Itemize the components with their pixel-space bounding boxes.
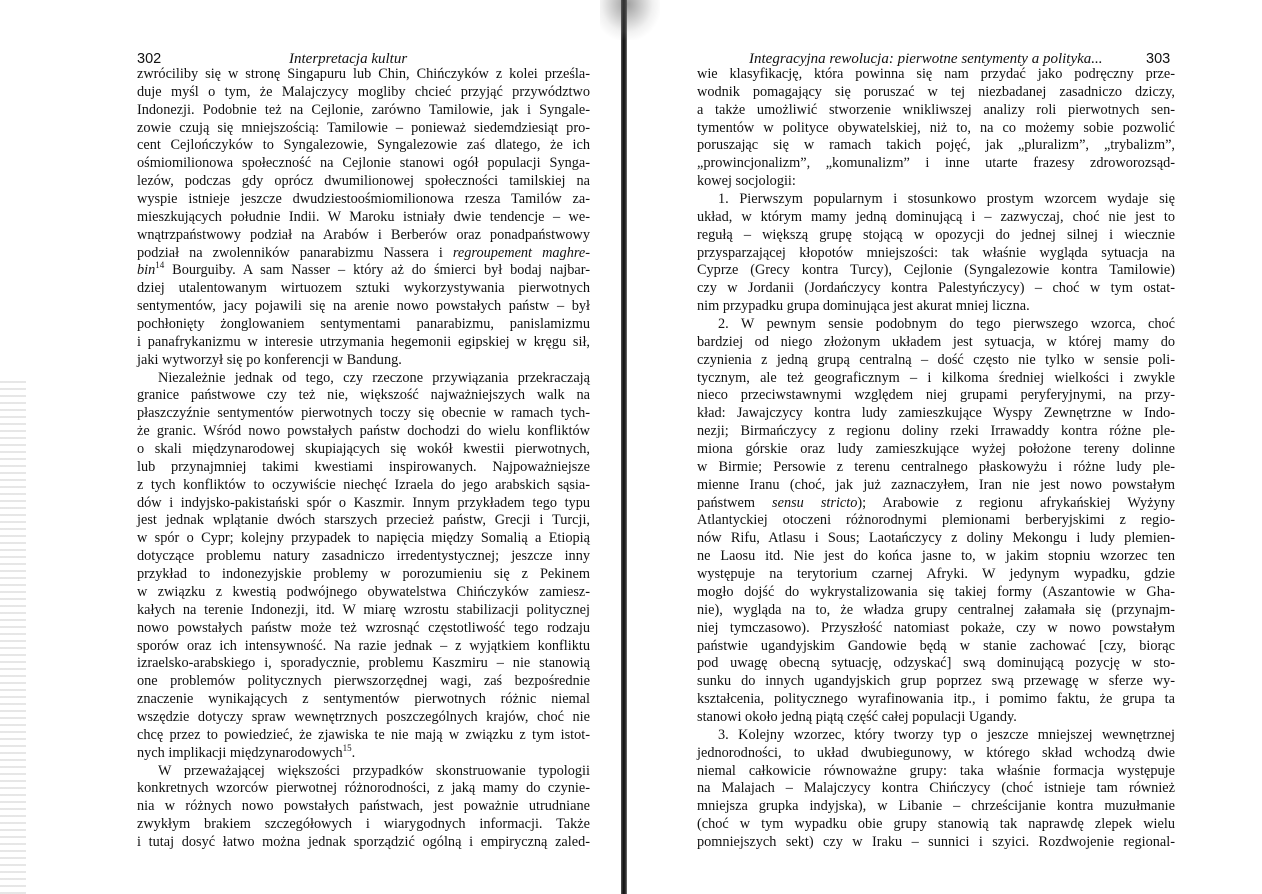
text-line: o skali międzynarodowej skupiających się wokół kwestii pierwotnych, <box>137 441 590 458</box>
italic-text: bin <box>137 262 156 279</box>
text-line: ne Laosu itd. Nie jest do końca jasne to, w jakim stopniu wzorzec ten <box>697 548 1175 565</box>
text-line: Atlantyckiej otoczeni różnorodnymi plemionami berberyjskimi z regio- <box>697 512 1175 529</box>
text-line: mienne Iranu (choć, jak już zaznaczyłem, Iran nie jest nowo powstałym <box>697 476 1175 493</box>
text-line: niemal całkowicie równoważne grupy: taka właśnie formacja występuje <box>697 762 1175 779</box>
text-line: występuje na terytorium czarnej Afryki. W jedynym wypadku, gdzie <box>697 566 1175 583</box>
text-line: dotyczące problemu natury zasadniczo irredentystycznej; jeszcze inny <box>137 548 590 565</box>
text-line: lub przynajmniej takimi kwestiami inspirowanych. Najpoważniejsze <box>137 458 590 475</box>
text-line: a także umożliwić stworzenie wnikliwszej analizy roli pierwotnych sen- <box>697 101 1175 118</box>
text-line: mniejsza grupka indyjska), w Libanie – chrześcijanie kontra muzułmanie <box>697 798 1175 815</box>
text-run: . <box>351 744 356 761</box>
text-line: układ, w którym mamy jedną dominującą i – zazwyczaj, choć nie jest to <box>697 208 1175 225</box>
text-line: bardziej od niego złożonym układem jest sytuacja, w której mamy do <box>697 333 1175 350</box>
text-line: W przeważającej większości przypadków skonstruowanie typologii <box>158 762 590 779</box>
text-line: państwie ugandyjskim Gandowie będą w stanie zachować [czy, biorąc <box>697 637 1175 654</box>
text-line <box>137 245 590 263</box>
text-line: nia w różnych nowo powstałych państwach, jest poważnie utrudniane <box>137 798 590 815</box>
paragraph <box>137 370 590 763</box>
italic-text: sensu stricto <box>772 494 858 511</box>
text-line: niej tymczasowo). Przyszłość natomiast pokaże, czy w nowo powstałym <box>697 619 1175 636</box>
text-line: wodnik pomagający się poruszać w tej niezbadanej zasadniczo dziczy, <box>697 83 1175 100</box>
text-line: płaszczyźnie sentymentów pierwotnych toczy się obecnie w ramach tych- <box>137 405 590 422</box>
text-line: nie), wygląda na to, że władza grupy centralnej załamała się (przynajm- <box>697 601 1175 618</box>
text-line: „prowincjonalizm”, „komunalizm” i inne utarte frazesy zdroworozsąd- <box>697 155 1175 172</box>
text-line: przysparzającej kłopotów mniejszości: tak właśnie wygląda sytuacja na <box>697 244 1175 261</box>
running-title: Interpretacja kultur <box>289 51 408 67</box>
text-line: 1. Pierwszym popularnym i stosunkowo prostym wzorcem wydaje się <box>718 191 1175 208</box>
text-line: znaczenie wynikających z sentymentów pierwotnych różnic niemal <box>137 691 590 708</box>
text-line: na Malajach – Malajczycy kontra Chińczycy (choć istnieje tam również <box>697 780 1175 797</box>
book-gutter <box>621 0 627 894</box>
text-line: granice państwowe czy też nie, większość najważniejszych walk na <box>137 387 590 404</box>
text-line: przykład to indonezyjskie problemy w porozumieniu się z Pekinem <box>137 566 590 583</box>
running-title: Integracyjna rewolucja: pierwotne sentymenty a polityka... <box>749 51 1103 67</box>
text-line: jest jednak wplątanie dwóch starszych przecież państw, Grecji i Turcji, <box>137 512 590 529</box>
text-line: ośmiomilionowa społeczność na Cejlonie stanowi ogół populacji Synga- <box>137 155 590 172</box>
text-line: w Birmie; Persowie z terenu centralnego płaskowyżu i różne ludy ple- <box>697 458 1175 475</box>
text-line: zowie czują się mniejszością: Tamilowie – ponieważ siedemdziesiąt pro- <box>137 119 590 136</box>
text-line: czynienia z jedną grupą centralną – dość często nie tylko w sensie poli- <box>697 351 1175 368</box>
paragraph <box>697 191 1175 316</box>
text-line: nowo powstałych państw może też wzrosnąć częstotliwość tego rodzaju <box>137 619 590 636</box>
text-line: Niezależnie jednak od tego, czy rzeczone przywiązania przekraczają <box>158 369 590 386</box>
text-line: kład: Jawajczycy kontra ludy zamieszkujące Wyspy Zewnętrzne w Indo- <box>697 405 1175 422</box>
text-line: jaki wytworzył się po konferencji w Bandung. <box>137 351 402 368</box>
text-line: i panafrykanizmu w interesie utrzymania hegemonii egipskiej w kręgu sił, <box>137 333 590 350</box>
text-line: Cyprze (Grecy kontra Turcy), Cejlonie (Syngalezowie kontra Tamilowie) <box>697 262 1175 279</box>
text-line: 3. Kolejny wzorzec, który tworzy typ o jeszcze mniejszej wewnętrznej <box>718 726 1175 743</box>
text-line: dziej utalentowanym wirtuozem sztuki wykorzystywania pierwotnych <box>137 280 590 297</box>
text-line: 2. W pewnym sensie podobnym do tego pierwszego wzorca, choć <box>718 316 1175 333</box>
left-page <box>0 0 622 894</box>
text-run: podział na zwolenników panarabizmu Nassera i <box>137 244 453 261</box>
text-line: one problemów politycznych pierwszorzędnej wagi, zaś bezpośrednie <box>137 673 590 690</box>
text-line: jednorodności, to układ dwubiegunowy, w którego skład wchodzą dwie <box>697 744 1175 761</box>
text-line: zwróciliby się w stronę Singapuru lub Chin, Chińczyków z kolei prześla- <box>137 66 590 82</box>
paragraph <box>697 727 1175 852</box>
italic-text: regroupement maghre- <box>452 244 590 261</box>
text-line: izraelsko-arabskiego i, sporadycznie, problemu Kaszmiru – nie stanowią <box>137 655 590 672</box>
text-line: pomniejszych sekt) czy w Iraku – sunnici i szyici. Rozdwojenie regional- <box>697 833 1175 850</box>
footnote-reference: 15 <box>342 742 352 753</box>
text-line: z tych konfliktów to oczywiście niechęć Izraela do jego arabskich sąsia- <box>137 476 590 493</box>
text-line: zwykłym brakiem szczegółowych i wiarygodnych informacji. Także <box>137 816 590 833</box>
text-line: wyspie istnieje jeszcze dwudziestoośmiomilionowa rzesza Tamilów za- <box>137 191 590 208</box>
text-line <box>137 742 590 763</box>
text-line: wnątrzpaństwowy podział na Arabów i Berberów oraz ponadpaństwowy <box>137 226 590 243</box>
text-line: w związku z kwestią podwójnego obywatelstwa Chińczyków zamiesz- <box>137 583 590 600</box>
text-line: kowej socjologii: <box>697 173 796 190</box>
text-line: poruszając się w ramach takich pojęć, jak „pluralizm”, „trybalizm”, <box>697 137 1175 154</box>
text-line: nezji; Birmańczycy z regionu doliny rzeki Irrawaddy kontra różne ple- <box>697 423 1175 440</box>
page-number: 302 <box>137 51 162 67</box>
text-line: i tutaj dosyć łatwo można jednak sporządzić ogólną i empiryczną zaled- <box>137 833 590 850</box>
text-line: nieco przeciwstawnymi względem niej grupami peryferyjnymi, na przy- <box>697 387 1175 404</box>
footnote-reference: 14 <box>155 260 165 271</box>
text-line: że granic. Wśród nowo powstałych państw dochodzi do wielu konfliktów <box>137 423 590 440</box>
text-line: mieszkujących południe Indii. W Maroku istniały dwie tendencje – we- <box>137 208 590 225</box>
text-line: lezów, podczas gdy oprócz dwumilionowej społeczności tamilskiej na <box>137 173 590 190</box>
page-body <box>137 66 590 852</box>
text-line: nów Rifu, Atlasu i Sous; Laotańczycy z doliny Mekongu i ludy plemien- <box>697 530 1175 547</box>
text-line: (choć w tym wypadku obie grupy stanowią tak naprawdę zlepek wielu <box>697 816 1175 833</box>
paragraph <box>137 763 590 852</box>
text-line: miona górskie oraz ludy zamieszkujące wyżej położone tereny dolinne <box>697 441 1175 458</box>
text-line: duje myśl o tym, że Malajczycy mogliby chcieć przyjąć przywództwo <box>137 83 590 100</box>
text-line: dów i indyjsko-pakistański spór o Kaszmir. Innym przykładem tego typu <box>137 494 590 511</box>
text-line: Indonezji. Podobnie też na Cejlonie, zarówno Tamilowie, jak i Syngale- <box>137 101 590 118</box>
paragraph <box>697 66 1175 191</box>
text-line: cent Cejlończyków to Syngalezowie, Syngalezowie zaś dlatego, że ich <box>137 137 590 154</box>
paragraph <box>697 316 1175 727</box>
text-run: nych implikacji międzynarodowych <box>137 744 343 761</box>
page-number: 303 <box>1146 51 1171 67</box>
text-line: pochłonięty żonglowaniem sentymentami panarabizmu, panislamizmu <box>137 316 590 333</box>
page-body <box>697 66 1175 852</box>
text-line: regułą – większą grupę stojącą w opozycji do jednej silnej i wiecznie <box>697 226 1175 243</box>
text-run: ); Arabowie z regionu afrykańskiej Wyżyny <box>857 494 1175 511</box>
text-line: chcę przez to powiedzieć, że zjawiska te nie mają w związku z tym istot- <box>137 726 590 743</box>
text-line: wie klasyfikację, która powinna się nam przydać jako podręczny prze- <box>697 66 1175 82</box>
text-run: Bourguiby. A sam Nasser – który aż do śmierci był bodaj najbar- <box>164 262 590 279</box>
text-line: sunku do innych ugandyjskich grup poprzez swą przewagę w sferze wy- <box>697 673 1175 690</box>
text-line: tymentów w polityce obywatelskiej, niż to, na co możemy sobie pozwolić <box>697 119 1175 136</box>
text-line: kształcenia, politycznego wyrafinowania itp., i pomimo faktu, że grupa ta <box>697 691 1175 708</box>
paragraph <box>137 66 590 370</box>
text-line: stanowi około jedną piątą część całej populacji Ugandy. <box>697 708 1017 725</box>
text-line: sporów oraz ich intensywność. Na razie jednak – z wyjątkiem konfliktu <box>137 637 590 654</box>
text-line: konkretnych wzorców pierwotnej różnorodności, z jaką mamy do czynie- <box>137 780 590 797</box>
text-line: nim przypadku grupa dominująca jest akurat mniej liczna. <box>697 298 1030 315</box>
text-line: pod uwagę obecną sytuację, odzyskać] swą dominującą pozycję w sto- <box>697 655 1175 672</box>
text-line: wszędzie dotyczy spraw wewnętrznych poszczególnych krajów, choć nie <box>137 708 590 725</box>
text-run: państwem <box>697 494 773 511</box>
text-line: mogło dojść do wykrystalizowania się takiej formy (Aszantowie w Gha- <box>697 583 1175 600</box>
text-line <box>697 495 1175 513</box>
text-line: tycznym, ale też geograficznym – i kilkoma średniej wielkości i zwykle <box>697 369 1175 386</box>
text-line <box>137 262 590 280</box>
text-line: sentymentów, jacy pojawili się na arenie nowo powstałych państw – był <box>137 298 590 315</box>
right-page <box>628 0 1262 894</box>
text-line: kałych na terenie Indonezji, itd. W miarę wzrostu stabilizacji politycznej <box>137 601 590 618</box>
text-line: czy w Jordanii (Jordańczycy kontra Palestyńczycy) – choć w tym ostat- <box>697 280 1175 297</box>
text-line: w spór o Cypr; kolejny przypadek to napięcia między Somalią a Etiopią <box>137 530 590 547</box>
